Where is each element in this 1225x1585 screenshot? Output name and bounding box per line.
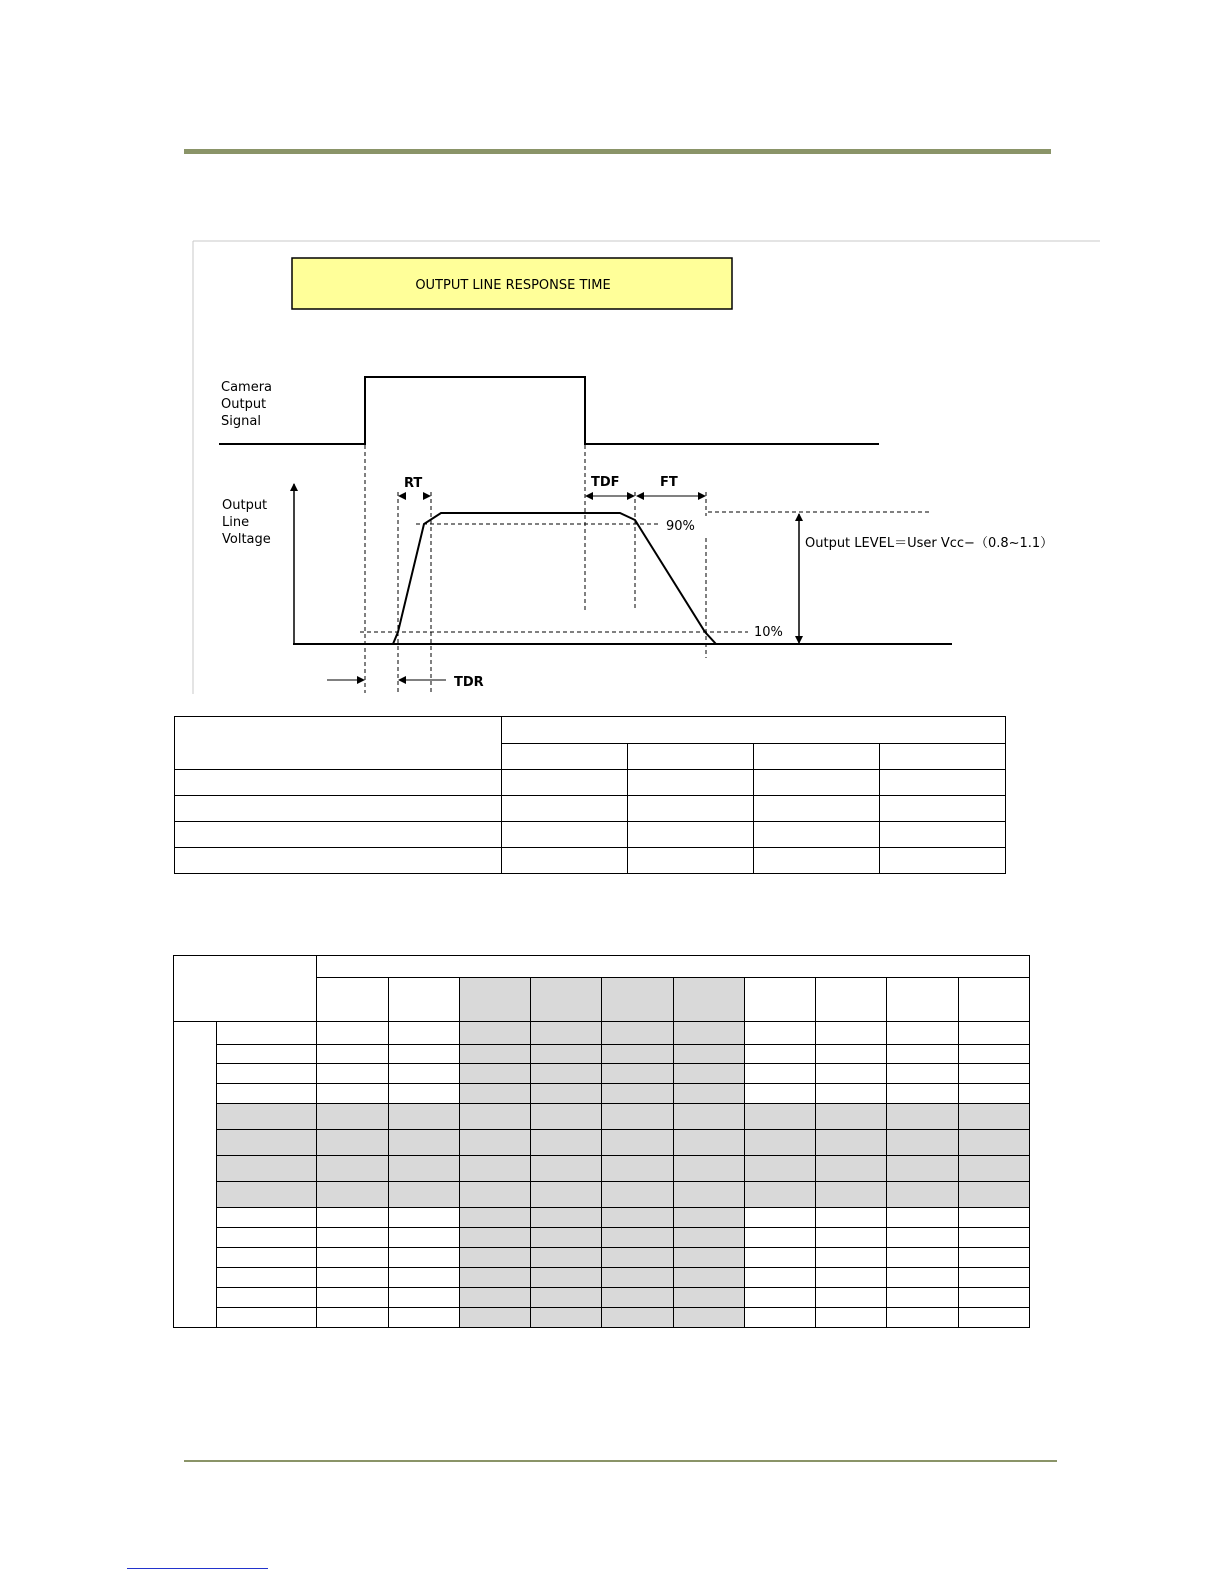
table-cell (531, 1208, 602, 1228)
table-cell (175, 848, 502, 874)
table-cell (531, 1084, 602, 1104)
table-cell (502, 717, 1006, 744)
io-matrix-table (173, 955, 1030, 1328)
table-cell (531, 1248, 602, 1268)
table-cell (602, 1288, 673, 1308)
table-cell (602, 1045, 673, 1064)
table-cell (217, 1045, 317, 1064)
table-cell (602, 978, 673, 1022)
table-cell (459, 978, 530, 1022)
table-cell (531, 1022, 602, 1045)
table-row (175, 822, 1006, 848)
table-cell (628, 770, 754, 796)
table-cell (602, 1248, 673, 1268)
table-cell (673, 1156, 744, 1182)
table-cell (958, 1045, 1029, 1064)
table-row (175, 848, 1006, 874)
signal-label-line-2: Output (221, 397, 267, 412)
table-cell (628, 822, 754, 848)
table-cell (880, 744, 1006, 770)
table-cell (673, 1130, 744, 1156)
table-cell (459, 1248, 530, 1268)
table-cell (958, 1084, 1029, 1104)
table-cell (175, 770, 502, 796)
table-cell (816, 1182, 887, 1208)
table-cell (459, 1268, 530, 1288)
table-cell (887, 1156, 958, 1182)
table-cell (217, 1208, 317, 1228)
camera-output-signal-waveform (219, 377, 879, 444)
table-cell (602, 1130, 673, 1156)
table-row (174, 1064, 1030, 1084)
table-row (174, 1248, 1030, 1268)
table-cell (958, 1288, 1029, 1308)
table-cell (887, 1182, 958, 1208)
table-cell (816, 1288, 887, 1308)
table-cell (217, 1268, 317, 1288)
table-cell (816, 978, 887, 1022)
table-row (174, 1182, 1030, 1208)
table-cell (880, 770, 1006, 796)
table-cell (602, 1208, 673, 1228)
table-row (174, 1208, 1030, 1228)
table-cell (217, 1022, 317, 1045)
table-cell (816, 1104, 887, 1130)
table-cell (217, 1064, 317, 1084)
ft-label: FT (660, 475, 678, 490)
table-cell (531, 1130, 602, 1156)
signal-label-line-3: Signal (221, 414, 261, 429)
table-cell (174, 1022, 217, 1328)
table-cell (816, 1084, 887, 1104)
table-cell (602, 1182, 673, 1208)
table-cell (673, 1228, 744, 1248)
table-cell (602, 1104, 673, 1130)
table-cell (628, 848, 754, 874)
rt-label: RT (404, 476, 423, 491)
table-row (174, 1288, 1030, 1308)
table-header-row (175, 717, 1006, 744)
table-cell (602, 1022, 673, 1045)
table-cell (887, 978, 958, 1022)
table-cell (754, 796, 880, 822)
table-cell (602, 1308, 673, 1328)
table-row (174, 1130, 1030, 1156)
table-cell (388, 1228, 459, 1248)
table-cell (744, 1084, 815, 1104)
table-cell (887, 1084, 958, 1104)
table-cell (744, 978, 815, 1022)
table-cell (958, 1130, 1029, 1156)
table-cell (502, 744, 628, 770)
table-cell (531, 1156, 602, 1182)
table-cell (502, 770, 628, 796)
table-cell (958, 1228, 1029, 1248)
table-cell (816, 1228, 887, 1248)
table-cell (531, 1064, 602, 1084)
table-cell (459, 1308, 530, 1328)
table-cell (816, 1064, 887, 1084)
table-cell (673, 1104, 744, 1130)
table-cell (388, 1308, 459, 1328)
table-row (174, 1045, 1030, 1064)
table-cell (958, 1208, 1029, 1228)
table-cell (388, 1156, 459, 1182)
table-cell (754, 744, 880, 770)
table-row (174, 1022, 1030, 1045)
table-cell (673, 1268, 744, 1288)
table-cell (744, 1156, 815, 1182)
table-cell (317, 1248, 388, 1268)
table-cell (673, 1208, 744, 1228)
table-cell (887, 1268, 958, 1288)
table-cell (880, 822, 1006, 848)
table-cell (317, 1084, 388, 1104)
table-cell (459, 1084, 530, 1104)
table-cell (175, 822, 502, 848)
table-cell (459, 1104, 530, 1130)
table-cell (317, 1130, 388, 1156)
table-cell (887, 1130, 958, 1156)
table-cell (816, 1156, 887, 1182)
table-cell (958, 1182, 1029, 1208)
table-cell (388, 1288, 459, 1308)
signal-label-line-1: Camera (221, 380, 273, 395)
table-row (175, 770, 1006, 796)
table-cell (388, 978, 459, 1022)
table-cell (880, 796, 1006, 822)
table-cell (317, 1104, 388, 1130)
footer-link-underline[interactable] (127, 1568, 268, 1569)
table-cell (217, 1104, 317, 1130)
table-cell (673, 1022, 744, 1045)
table-cell (531, 1104, 602, 1130)
table-cell (317, 1208, 388, 1228)
table-cell (673, 1064, 744, 1084)
voltage-label-line-1: Output (222, 498, 268, 513)
table-cell (388, 1208, 459, 1228)
ninety-percent-label: 90% (666, 519, 695, 534)
table-cell (317, 1228, 388, 1248)
table-cell (744, 1104, 815, 1130)
table-cell (673, 1248, 744, 1268)
table-cell (317, 1268, 388, 1288)
table-cell (502, 822, 628, 848)
guide-lines (360, 445, 930, 693)
table-cell (602, 1084, 673, 1104)
table-cell (887, 1228, 958, 1248)
table-cell (744, 1228, 815, 1248)
table-cell (744, 1288, 815, 1308)
footer-rule (184, 1460, 1057, 1462)
table-row (174, 1084, 1030, 1104)
table-cell (175, 796, 502, 822)
table-cell (388, 1104, 459, 1130)
table-row (174, 1228, 1030, 1248)
table-cell (459, 1045, 530, 1064)
table-cell (958, 1308, 1029, 1328)
table-cell (958, 1064, 1029, 1084)
table-cell (754, 848, 880, 874)
table-cell (459, 1208, 530, 1228)
table-cell (958, 1156, 1029, 1182)
table-cell (388, 1084, 459, 1104)
table-cell (887, 1208, 958, 1228)
table-cell (816, 1208, 887, 1228)
table-cell (502, 848, 628, 874)
table-cell (217, 1130, 317, 1156)
table-cell (317, 1288, 388, 1308)
table-cell (459, 1288, 530, 1308)
table-cell (388, 1248, 459, 1268)
table-cell (317, 978, 388, 1022)
table-cell (744, 1268, 815, 1288)
table-cell (673, 1182, 744, 1208)
table-cell (217, 1156, 317, 1182)
table-cell (317, 1156, 388, 1182)
table-cell (958, 1268, 1029, 1288)
table-cell (317, 1045, 388, 1064)
table-cell (816, 1248, 887, 1268)
table-cell (531, 1182, 602, 1208)
table-cell (887, 1288, 958, 1308)
table-cell (175, 717, 502, 770)
table-row (175, 796, 1006, 822)
table-cell (459, 1022, 530, 1045)
table-cell (531, 1308, 602, 1328)
table-cell (744, 1022, 815, 1045)
table-cell (958, 1104, 1029, 1130)
tdr-label: TDR (454, 675, 484, 690)
table-cell (459, 1156, 530, 1182)
table-cell (754, 770, 880, 796)
table-cell (744, 1064, 815, 1084)
table-row (174, 1308, 1030, 1328)
table-cell (317, 1064, 388, 1084)
table-cell (602, 1156, 673, 1182)
table-row (174, 1104, 1030, 1130)
table-cell (459, 1228, 530, 1248)
table-cell (388, 1064, 459, 1084)
table-cell (502, 796, 628, 822)
tdf-label: TDF (591, 475, 620, 490)
table-cell (388, 1022, 459, 1045)
table-cell (531, 1288, 602, 1308)
table-cell (459, 1130, 530, 1156)
table-cell (602, 1268, 673, 1288)
table-cell (744, 1182, 815, 1208)
table-cell (880, 848, 1006, 874)
table-cell (317, 1182, 388, 1208)
table-cell (673, 1288, 744, 1308)
table-cell (673, 978, 744, 1022)
output-line-response-time-diagram (0, 0, 1225, 720)
table-cell (816, 1045, 887, 1064)
ten-percent-label: 10% (754, 625, 783, 640)
table-cell (217, 1248, 317, 1268)
table-cell (531, 978, 602, 1022)
response-time-table (174, 716, 1006, 874)
table-cell (744, 1208, 815, 1228)
voltage-label-line-3: Voltage (222, 532, 271, 547)
table-cell (388, 1268, 459, 1288)
table-cell (887, 1308, 958, 1328)
table-cell (531, 1045, 602, 1064)
table-cell (816, 1308, 887, 1328)
table-cell (174, 956, 317, 1022)
table-cell (602, 1064, 673, 1084)
table-cell (459, 1064, 530, 1084)
diagram-title: OUTPUT LINE RESPONSE TIME (415, 278, 611, 293)
table-cell (673, 1045, 744, 1064)
table-cell (816, 1268, 887, 1288)
table-cell (744, 1130, 815, 1156)
output-level-label: Output LEVEL＝User Vcc−（0.8~1.1） (805, 536, 1054, 551)
table-cell (958, 1248, 1029, 1268)
table-cell (816, 1022, 887, 1045)
table-cell (388, 1130, 459, 1156)
table-cell (816, 1130, 887, 1156)
table-cell (317, 956, 1030, 978)
table-cell (887, 1248, 958, 1268)
table-cell (628, 744, 754, 770)
table-cell (887, 1104, 958, 1130)
table-header-row (174, 956, 1030, 978)
table-cell (628, 796, 754, 822)
table-cell (744, 1248, 815, 1268)
table-cell (744, 1045, 815, 1064)
table-cell (217, 1308, 317, 1328)
table-cell (958, 978, 1029, 1022)
table-cell (388, 1182, 459, 1208)
table-cell (958, 1022, 1029, 1045)
table-cell (602, 1228, 673, 1248)
table-cell (459, 1182, 530, 1208)
table-row (174, 1156, 1030, 1182)
table-cell (217, 1288, 317, 1308)
table-cell (744, 1308, 815, 1328)
voltage-label-line-2: Line (222, 515, 250, 530)
table-cell (887, 1022, 958, 1045)
table-cell (217, 1228, 317, 1248)
table-cell (887, 1045, 958, 1064)
table-cell (388, 1045, 459, 1064)
table-cell (887, 1064, 958, 1084)
table-cell (217, 1084, 317, 1104)
table-cell (754, 822, 880, 848)
table-cell (317, 1308, 388, 1328)
table-cell (673, 1308, 744, 1328)
table-cell (673, 1084, 744, 1104)
table-cell (317, 1022, 388, 1045)
table-row (174, 1268, 1030, 1288)
table-cell (531, 1268, 602, 1288)
table-cell (217, 1182, 317, 1208)
table-cell (531, 1228, 602, 1248)
